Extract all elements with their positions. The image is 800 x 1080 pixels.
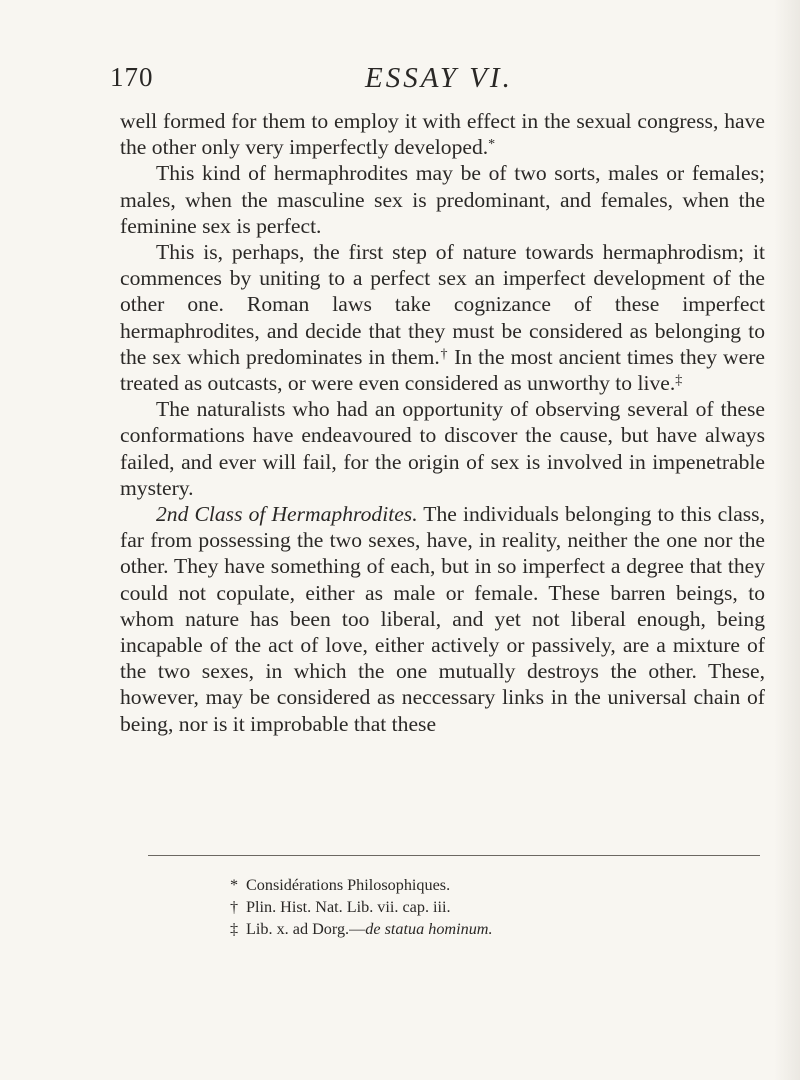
paragraph-4 [120, 396, 765, 501]
footnote-1 [230, 874, 770, 896]
page-number: 170 [110, 62, 154, 92]
paragraph-2 [120, 160, 765, 239]
footnote-mark: ‡ [230, 920, 239, 938]
section-heading: 2nd Class of Hermaphrodites. [156, 502, 418, 527]
footnote-italic-text: de statua hominum. [365, 920, 493, 938]
footnotes [230, 874, 770, 940]
paragraph-3 [120, 239, 765, 396]
paragraph-4-text: The naturalists who had an opportunity of observing several of these conformations have endeavoured to discover the cause, but have always failed, and ever will fail, for the origin of sex is involved in impenetrable mystery. [120, 397, 765, 500]
page-edge-shadow [774, 0, 800, 1080]
body-text [120, 108, 765, 737]
footnote-text: Lib. x. ad Dorg.— [246, 920, 366, 938]
footnote-text: Plin. Hist. Nat. Lib. vii. cap. iii. [246, 898, 451, 916]
running-head [110, 62, 770, 102]
footnote-3 [230, 918, 770, 940]
paragraph-1 [120, 108, 765, 160]
footnote-mark: † [230, 898, 239, 916]
footnote-mark: * [230, 876, 239, 894]
footnote-text: Considérations Philosophiques. [246, 876, 451, 894]
footnote-ref-3: ‡ [675, 373, 683, 389]
running-title: ESSAY VI. [365, 62, 513, 94]
footnote-ref-1: * [488, 137, 496, 153]
paragraph-1-text: well formed for them to employ it with effect in the sexual congress, have the other only very imperfectly developed. [120, 109, 765, 160]
paragraph-3-text-b: In the most ancient times they were treated as outcasts, or were even considered as unworthy to live. [120, 344, 765, 396]
footnote-2 [230, 896, 770, 918]
footnote-ref-2: † [439, 346, 449, 362]
paragraph-5 [120, 501, 765, 737]
footnote-rule [148, 855, 760, 856]
paragraph-3-text-a: This is, perhaps, the first step of nature towards hermaphrodism; it commences by uniting to a perfect sex an imperfect development of the other one. Roman laws take cognizance of these imperfect hermaphrodites, and decide that they must be considered as belonging to the sex which predominates in them. [120, 240, 765, 369]
paragraph-5-text: The individuals belonging to this class, far from possessing the two sexes, have, in reality, neither the one nor the other. They have something of each, but in so imperfect a degree that they could not copulate, either as male or female. These barren beings, to whom nature has been too liberal, and yet not liberal enough, being incapable of the act of love, either actively or passively, are a mixture of the two sexes, in which the one mutually destroys the other. These, however, may be considered as neccessary links in the universal chain of being, nor is it improbable that these [120, 502, 765, 736]
paragraph-2-text: This kind of hermaphrodites may be of two sorts, males or females; males, when the masculine sex is predominant, and females, when the feminine sex is perfect. [120, 161, 765, 238]
